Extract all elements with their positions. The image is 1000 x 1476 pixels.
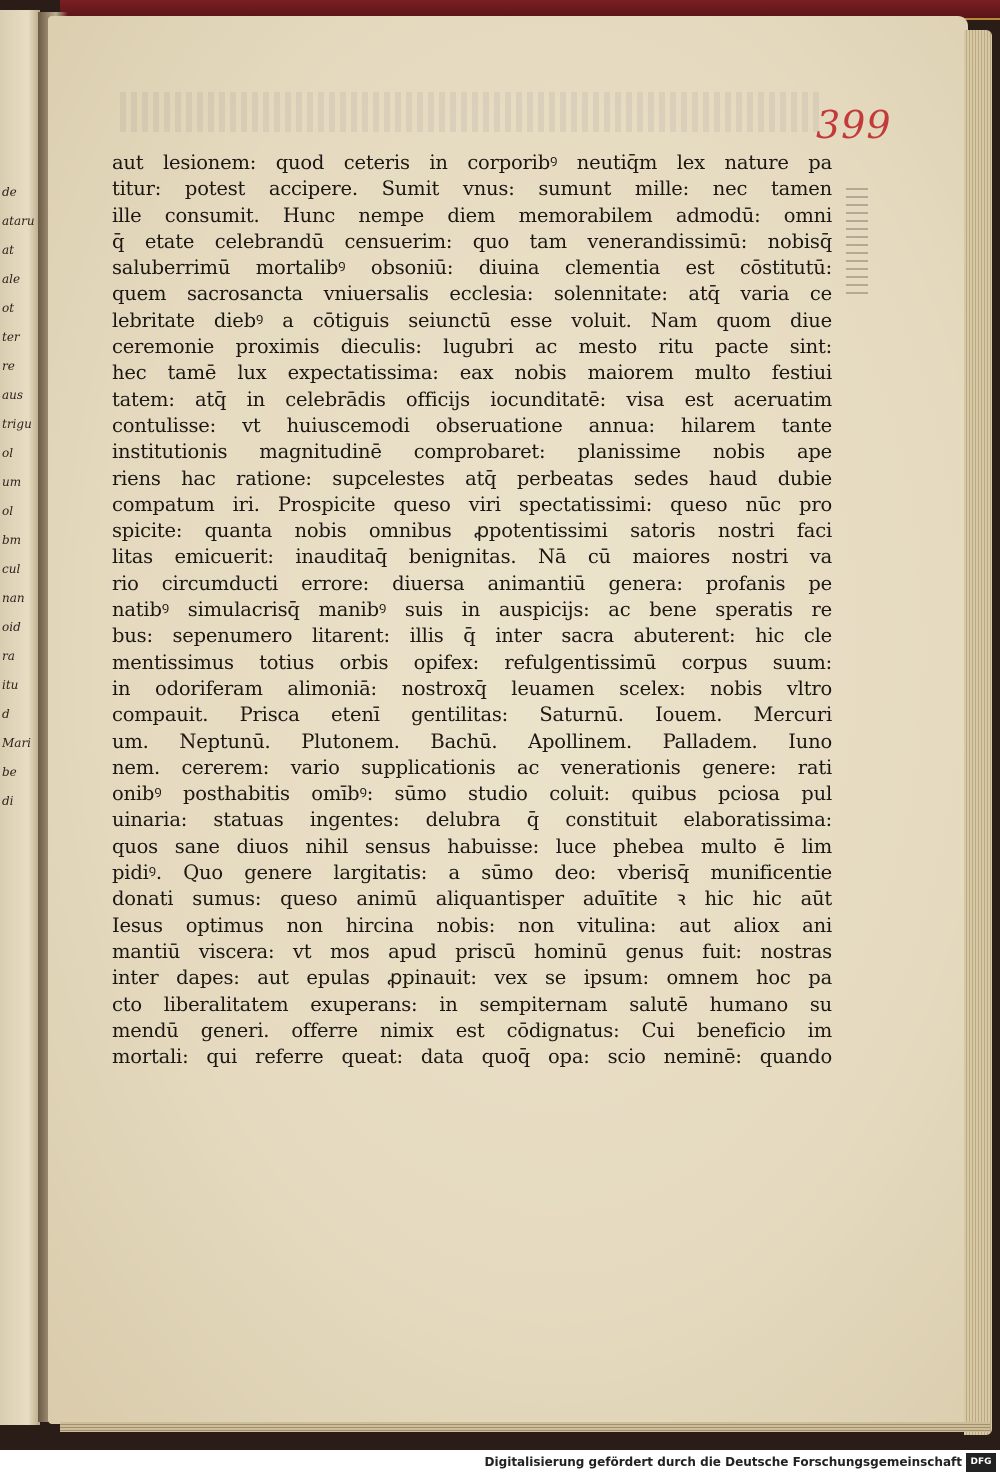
facing-page-text: trigu — [2, 417, 32, 431]
text-line: nem. cererem: vario supplicationis ac venerationis genere: rati — [112, 755, 832, 779]
facing-page-text: at — [2, 243, 14, 257]
text-line: rio circumducti errore: diuersa animantiū genera: profanis pe — [112, 571, 832, 595]
facing-page-text: cul — [2, 562, 21, 576]
text-line: institutionis magnitudinē comprobaret: planissime nobis ape — [112, 440, 832, 464]
text-line: riens hac ratione: supcelestes atq̄ perbeatas sedes haud dubie — [112, 466, 832, 490]
text-line: contulisse: vt huiuscemodi obseruatione annua: hilarem tante — [112, 413, 832, 437]
facing-page-text: ot — [2, 301, 15, 315]
footer-bar — [0, 1450, 1000, 1476]
show-through-ink — [120, 92, 820, 132]
facing-page-text: bm — [2, 533, 22, 547]
text-line: titur: potest accipere. Sumit vnus: sumunt mille: nec tamen — [112, 177, 832, 201]
text-line: compatum iri. Prospicite queso viri spectatissimi: queso nūc pro — [112, 492, 832, 516]
text-line: mantiū viscera: vt mos apud priscū hominū genus fuit: nostras — [112, 939, 832, 963]
text-line: spicite: quanta nobis omnibus ꝓpotentissimi satoris nostri faci — [112, 519, 832, 543]
page-bottom-edges — [60, 1422, 990, 1432]
text-line: aut lesionem: quod ceteris in corporibꝰ neutiq̄m lex nature pa — [112, 151, 832, 174]
facing-page-text: ataru — [2, 214, 35, 228]
text-line: bus: sepenumero litarent: illis q̄ inter sacra abuterent: hic cle — [112, 624, 832, 648]
text-line: in odoriferam alimoniā: nostroxq̄ leuamen scelex: nobis vltro — [112, 676, 832, 700]
facing-page-text: re — [2, 359, 15, 373]
text-line: mortali: qui referre queat: data quoq̄ opa: scio neminē: quando — [112, 1045, 832, 1069]
facing-page-text: ale — [2, 272, 21, 286]
facing-page-text: di — [2, 794, 14, 808]
text-line: donati sumus: queso animū aliquantisper aduītite ꝛ hic hic aūt — [112, 887, 832, 911]
text-line: inter dapes: aut epulas ꝓpinauit: vex se ipsum: omnem hoc pa — [112, 966, 832, 990]
text-block — [112, 150, 832, 1070]
text-line: compauit. Prisca etenī gentilitas: Saturnū. Iouem. Mercuri — [112, 703, 832, 727]
dfg-logo: DFG — [966, 1453, 996, 1472]
text-line: mendū generi. offerre nimix est cōdignatus: Cui beneficio im — [112, 1018, 832, 1042]
text-line: uinaria: statuas ingentes: delubra q̄ constituit elaboratissima: — [112, 808, 832, 832]
text-line: litas emicuerit: inauditaq̄ benignitas. Nā cū maiores nostri va — [112, 545, 832, 569]
text-line: pidiꝰ. Quo genere largitatis: a sūmo deo: vberisq̄ munificentie — [112, 861, 832, 885]
text-line: natibꝰ simulacrisq̄ manibꝰ suis in auspicijs: ac bene speratis re — [112, 598, 832, 622]
facing-page-fragment — [0, 10, 40, 1425]
facing-page-text: ter — [2, 330, 20, 344]
facing-page-text: um — [2, 475, 22, 489]
facing-page-text: oid — [2, 620, 21, 634]
facing-page-text: ol — [2, 446, 14, 460]
text-line: saluberrimū mortalibꝰ obsoniū: diuina clementia est cōstitutū: — [112, 256, 832, 280]
facing-page-text: de — [2, 185, 17, 199]
text-line: ille consumit. Hunc nempe diem memorabilem admodū: omni — [112, 203, 832, 227]
facing-page-text: ra — [2, 649, 15, 663]
folio-number: 399 — [816, 103, 892, 147]
text-line: ceremonie proximis dieculis: lugubri ac mesto ritu pacte sint: — [112, 335, 832, 359]
text-line: quem sacrosancta vniuersalis ecclesia: solennitate: atq̄ varia ce — [112, 282, 832, 306]
footer-credit: Digitalisierung gefördert durch die Deutsche Forschungsgemeinschaft — [484, 1455, 962, 1469]
text-line: lebritate diebꝰ a cōtiguis seiunctū esse voluit. Nam quom diue — [112, 308, 832, 332]
text-line: mentissimus totius orbis opifex: refulgentissimū corpus suum: — [112, 650, 832, 674]
facing-page-text: itu — [2, 678, 19, 692]
text-line: um. Neptunū. Plutonem. Bachū. Apollinem. Palladem. Iuno — [112, 729, 832, 753]
facing-page-text: be — [2, 765, 17, 779]
facing-page-text: Mari — [2, 736, 32, 750]
text-line: quos sane diuos nihil sensus habuisse: luce phebea multo ē lim — [112, 834, 832, 858]
text-line: tatem: atq̄ in celebrādis officijs iocunditatē: visa est aceruatim — [112, 387, 832, 411]
facing-page-text: nan — [2, 591, 25, 605]
text-line: onibꝰ posthabitis omībꝰ: sūmo studio coluit: quibus pciosa pul — [112, 782, 832, 806]
page-block-edges — [964, 30, 992, 1435]
text-line: hec tamē lux expectatissima: eax nobis maiorem multo festiui — [112, 361, 832, 385]
text-line: q̄ etate celebrandū censuerim: quo tam venerandissimū: nobisq̄ — [112, 229, 832, 253]
text-line: Iesus optimus non hircina nobis: non vitulina: aut aliox ani — [112, 913, 832, 937]
text-line: cto liberalitatem exuperans: in sempiternam salutē humano su — [112, 992, 832, 1016]
facing-page-text: aus — [2, 388, 24, 402]
margin-marks — [846, 188, 868, 298]
facing-page-text: d — [2, 707, 10, 721]
facing-page-text: ol — [2, 504, 14, 518]
